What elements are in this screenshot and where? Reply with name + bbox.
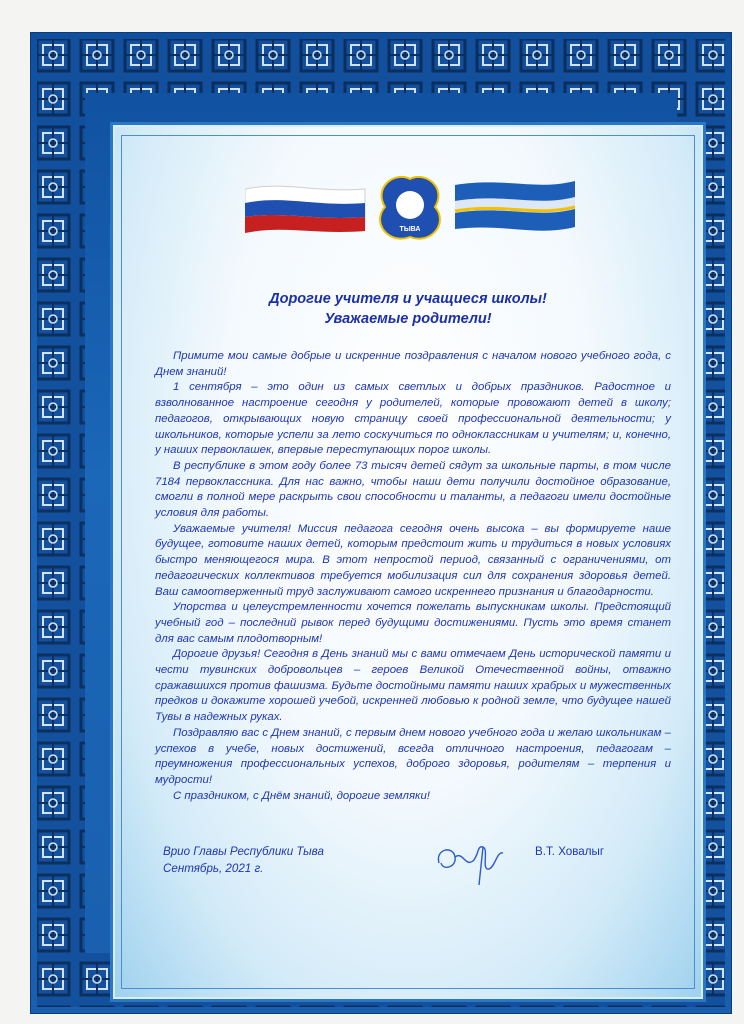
paragraph: 1 сентября – это один из самых светлых и добрых праздников. Радостное и взволнованное настроение сегодня у родителей, которые провожают детей в школу; педагогов, открывающих новую страницу своей профессиональной деятельности; у школьников, которые успели за лето соскучиться по одноклассникам и учителям; и, конечно, у наших первоклашек, впервые переступающих порог школы.: [155, 381, 671, 457]
paragraph: Примите мои самые добрые и искренние поздравления с началом нового учебного года, с Днем знаний!: [155, 350, 671, 378]
paragraph: Уважаемые учителя! Миссия педагога сегодня очень высока – вы формируете наше будущее, готовите наших детей, которым предстоит жить и трудиться в новых условиях быстро меняющегося мира. В этот непростой период, связанный с ограничениями, от педагогических коллективов требуется мобилизация сил для сохранения здоровья детей. Ваш самоотверженный труд заслуживают самого искреннего признания и благодарности.: [155, 522, 671, 598]
paragraph: Упорства и целеустремленности хочется пожелать выпускникам школы. Предстоящий учебный год – последний рывок перед будущими достижениями. Пусть это время станет для вас самым плодотворным!: [155, 601, 671, 645]
paragraph: С праздником, с Днём знаний, дорогие земляки!: [173, 789, 430, 802]
letter-panel: [113, 125, 703, 999]
handwritten-signature: [433, 827, 513, 887]
heading-line-1: Дорогие учителя и учащиеся школы!: [269, 291, 547, 307]
letter-sheet: [30, 32, 732, 1014]
heading-line-2: Уважаемые родители!: [324, 311, 492, 327]
tuva-emblem-logo: [245, 167, 575, 247]
signature-position: Врио Главы Республики Тыва: [163, 845, 324, 858]
signature-date: Сентябрь, 2021 г.: [163, 862, 264, 875]
paragraph: Дорогие друзья! Сегодня в День знаний мы с вами отмечаем День исторической памяти и чести тувинских добровольцев – героев Великой Отечественной войны, отважно сражавшихся против фашизма. Будьте достойными памяти наших храбрых и мужественных предков и докажите хорошей учебой, искренней любовью к родной земле, что будущее нашей Тувы в надежных руках.: [155, 648, 671, 724]
emblem-label: ТЫВА: [399, 226, 421, 233]
letter-body: [155, 349, 671, 804]
letter-heading: [115, 289, 701, 329]
signature-block: [163, 843, 324, 877]
signature-name: В.Т. Ховалыг: [535, 845, 605, 858]
paragraph: Поздравляю вас с Днем знаний, с первым днем нового учебного года и желаю школьникам – успехов в учебе, новых достижений, всегда отличного настроения, педагогам – преумножения профессиональных успехов, доброго здоровья, родителям – терпения и мудрости!: [155, 726, 671, 786]
paragraph: В республике в этом году более 73 тысяч детей сядут за школьные парты, в том числе 7184 первоклассника. Для нас важно, чтобы наши дети получили достойное образование, смогли в полной мере раскрыть свои способности и таланты, а педагоги имели достойные условия для работы.: [155, 459, 671, 520]
